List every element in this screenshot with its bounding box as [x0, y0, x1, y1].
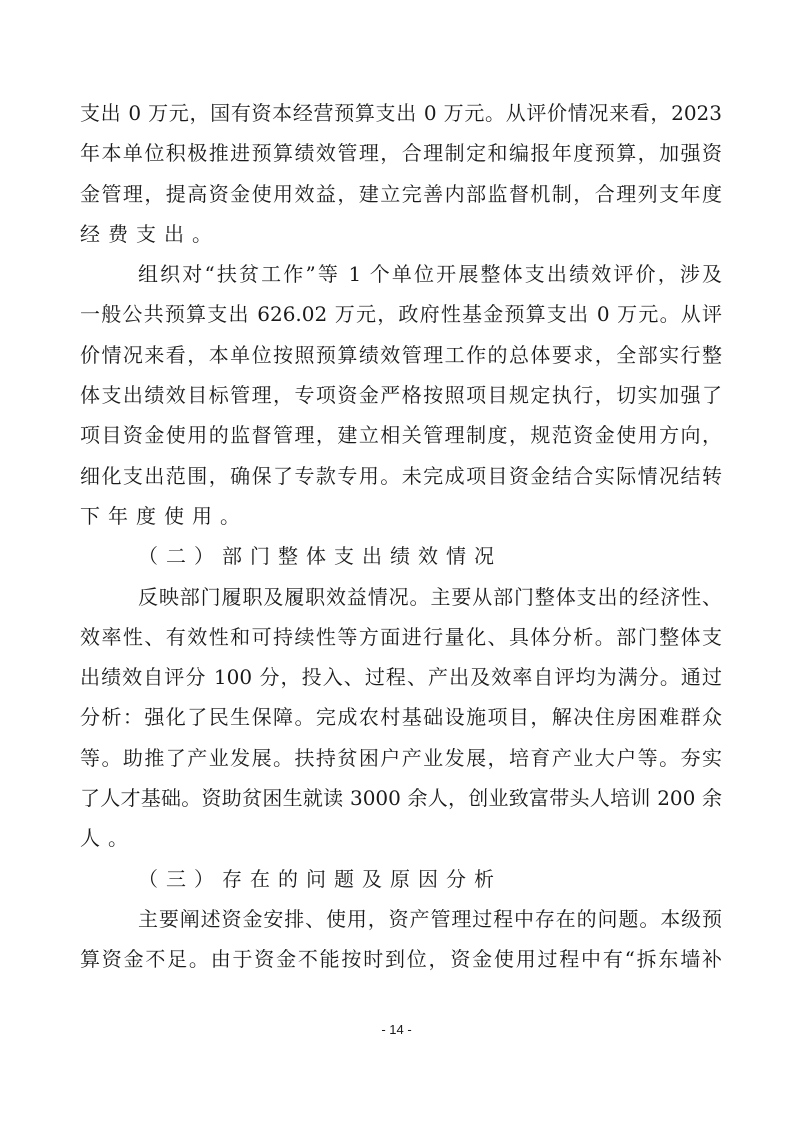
text-line: 算资金不足。由于资金不能按时到位，资金使用过程中有“拆东墙补 [80, 947, 722, 972]
section-heading [80, 859, 722, 899]
text-line: 一般公共预算支出 626.02 万元，政府性基金预算支出 0 万元。从评 [80, 302, 722, 327]
heading-text: （三）存在的问题及原因分析 [138, 866, 502, 891]
text-line: 主要阐述资金安排、使用，资产管理过程中存在的问题。本级预 [138, 906, 722, 931]
paragraph [80, 577, 722, 859]
text-line: 年本单位积极推进预算绩效管理，合理制定和编报年度预算，加强资 [80, 141, 722, 166]
text-line: 细化支出范围，确保了专款专用。未完成项目资金结合实际情况结转 [80, 463, 722, 488]
text-line: 等。助推了产业发展。扶持贫困户产业发展，培育产业大户等。夯实 [80, 745, 722, 770]
text-line: 出绩效自评分 100 分，投入、过程、产出及效率自评均为满分。通过 [80, 665, 722, 690]
text-line: 经费支出。 [80, 221, 220, 246]
page-number: - 14 - [381, 1022, 412, 1037]
text-line: 了人才基础。资助贫困生就读 3000 余人，创业致富带头人培训 200 余 [80, 786, 722, 811]
paragraph [80, 93, 722, 254]
text-line: 支出 0 万元，国有资本经营预算支出 0 万元。从评价情况来看，2023 [80, 101, 722, 125]
document-body [80, 93, 722, 980]
heading-text: （二）部门整体支出绩效情况 [138, 544, 502, 569]
text-line: 效率性、有效性和可持续性等方面进行量化、具体分析。部门整体支 [80, 624, 722, 649]
text-line: 价情况来看，本单位按照预算绩效管理工作的总体要求，全部实行整 [80, 342, 722, 367]
text-line: 下年度使用。 [80, 503, 248, 528]
section-heading [80, 536, 722, 576]
text-line: 体支出绩效目标管理，专项资金严格按照项目规定执行，切实加强了 [80, 383, 722, 408]
text-line: 金管理，提高资金使用效益，建立完善内部监督机制，合理列支年度 [80, 181, 722, 206]
text-line: 反映部门履职及履职效益情况。主要从部门整体支出的经济性、 [138, 584, 722, 609]
text-line: 项目资金使用的监督管理，建立相关管理制度，规范资金使用方向， [80, 423, 722, 448]
text-line: 人。 [80, 826, 136, 851]
paragraph [80, 254, 722, 536]
text-line: 分析：强化了民生保障。完成农村基础设施项目，解决住房困难群众 [80, 705, 722, 730]
text-line: 组织对“扶贫工作”等 1 个单位开展整体支出绩效评价，涉及 [138, 262, 722, 287]
paragraph [80, 899, 722, 980]
